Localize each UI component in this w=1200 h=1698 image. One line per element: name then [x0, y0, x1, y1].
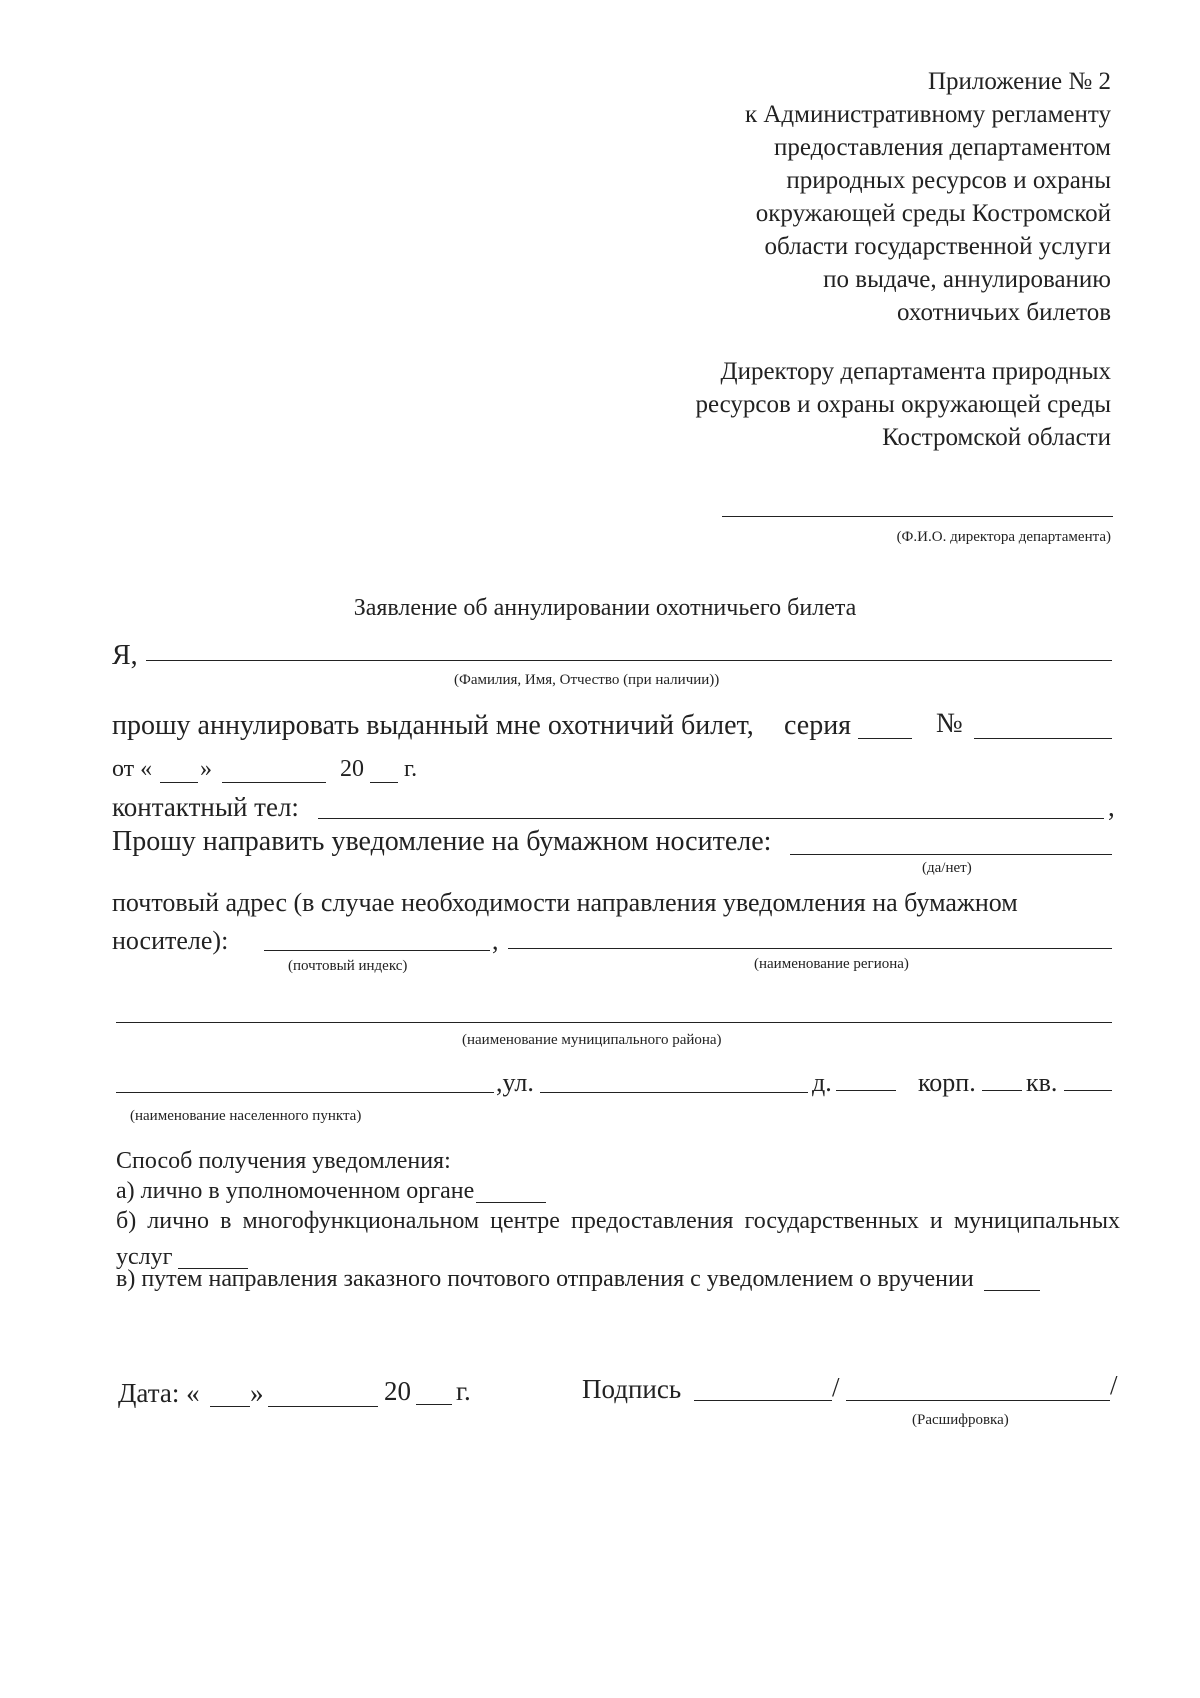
region-caption: (наименование региона): [754, 956, 909, 972]
director-name-field[interactable]: [722, 516, 1113, 517]
number-label: №: [936, 708, 963, 739]
decode-caption: (Расшифровка): [912, 1412, 1009, 1428]
postal-index-field[interactable]: [264, 950, 490, 951]
phone-field[interactable]: [318, 818, 1104, 819]
issue-quote-close: »: [200, 756, 212, 782]
issue-year-suffix: г.: [404, 756, 418, 782]
annex-line-7: по выдаче, аннулированию: [823, 266, 1111, 293]
postal-address-label: носителе):: [112, 926, 229, 955]
signature-decode-field[interactable]: [846, 1400, 1110, 1401]
paper-notice-label: Прошу направить уведомление на бумажном носителе:: [112, 826, 772, 857]
annex-line-6: области государственной услуги: [764, 233, 1111, 260]
annex-line-4: природных ресурсов и охраны: [786, 167, 1111, 194]
issue-from-label: от «: [112, 756, 153, 782]
postal-comma: ,: [492, 926, 499, 955]
street-field[interactable]: [540, 1092, 808, 1093]
method-option-c: в) путем направления заказного почтового отправления с уведомлением о вручении: [116, 1266, 974, 1292]
issue-month-field[interactable]: [222, 782, 326, 783]
signature-field[interactable]: [694, 1400, 832, 1401]
annex-line-8: охотничьих билетов: [897, 299, 1111, 326]
annex-line-5: окружающей среды Костромской: [755, 200, 1111, 227]
signature-label: Подпись: [582, 1374, 682, 1404]
paper-notice-field[interactable]: [790, 854, 1112, 855]
date-year-field[interactable]: [416, 1404, 452, 1405]
house-field[interactable]: [836, 1090, 896, 1091]
director-name-caption: (Ф.И.О. директора департамента): [896, 529, 1111, 545]
municipal-district-field[interactable]: [116, 1022, 1112, 1023]
method-option-c-field[interactable]: [984, 1290, 1040, 1291]
method-option-b-line-2: услуг: [116, 1244, 173, 1270]
series-field[interactable]: [858, 738, 912, 739]
annex-line-1: Приложение № 2: [927, 68, 1111, 95]
phone-label: контактный тел:: [112, 792, 299, 822]
postal-index-caption: (почтовый индекс): [288, 958, 408, 974]
addressee-line-2: ресурсов и охраны окружающей среды: [695, 391, 1111, 418]
issue-day-field[interactable]: [160, 782, 198, 783]
region-field[interactable]: [508, 948, 1112, 949]
municipal-district-caption: (наименование муниципального района): [462, 1032, 722, 1048]
house-label: д.: [812, 1068, 832, 1097]
applicant-name-caption: (Фамилия, Имя, Отчество (при наличии)): [454, 672, 720, 688]
form-title: Заявление об аннулировании охотничьего билета: [353, 595, 857, 621]
date-label: Дата: «: [118, 1378, 200, 1408]
addressee-line-3: Костромской области: [882, 424, 1111, 451]
settlement-field[interactable]: [116, 1092, 494, 1093]
request-text: прошу аннулировать выданный мне охотничий билет,: [112, 710, 754, 741]
date-year-suffix: г.: [456, 1376, 471, 1406]
building-field[interactable]: [982, 1090, 1022, 1091]
addressee-line-1: Директору департамента природных: [720, 358, 1111, 385]
building-label: корп.: [918, 1068, 976, 1097]
apartment-label: кв.: [1026, 1068, 1058, 1097]
paper-notice-caption: (да/нет): [922, 860, 972, 876]
issue-year-field[interactable]: [370, 782, 398, 783]
method-heading: Способ получения уведомления:: [116, 1148, 451, 1174]
postal-address-line-1: почтовый адрес (в случае необходимости направления уведомления на бумажном: [112, 888, 1018, 917]
applicant-prefix: Я,: [112, 640, 138, 671]
street-label: ,ул.: [496, 1068, 534, 1097]
method-option-a-field[interactable]: [476, 1202, 546, 1203]
date-quote-close: »: [250, 1378, 264, 1408]
date-month-field[interactable]: [268, 1406, 378, 1407]
annex-line-2: к Административному регламенту: [744, 101, 1111, 128]
signature-slash-right: /: [1110, 1370, 1118, 1400]
annex-line-3: предоставления департаментом: [774, 134, 1111, 161]
phone-comma: ,: [1108, 792, 1115, 822]
date-day-field[interactable]: [210, 1406, 250, 1407]
method-option-a: а) лично в уполномоченном органе: [116, 1178, 475, 1204]
ticket-number-field[interactable]: [974, 738, 1112, 739]
issue-year-prefix: 20: [340, 756, 364, 782]
date-year-prefix: 20: [384, 1376, 411, 1406]
apartment-field[interactable]: [1064, 1090, 1112, 1091]
method-option-b-line-1: б) лично в многофункциональном центре предоставления государственных и муниципальных: [116, 1208, 1120, 1234]
series-label: серия: [784, 710, 852, 741]
settlement-caption: (наименование населенного пункта): [130, 1108, 362, 1124]
applicant-name-field[interactable]: [146, 660, 1112, 661]
signature-slash-left: /: [832, 1372, 840, 1402]
